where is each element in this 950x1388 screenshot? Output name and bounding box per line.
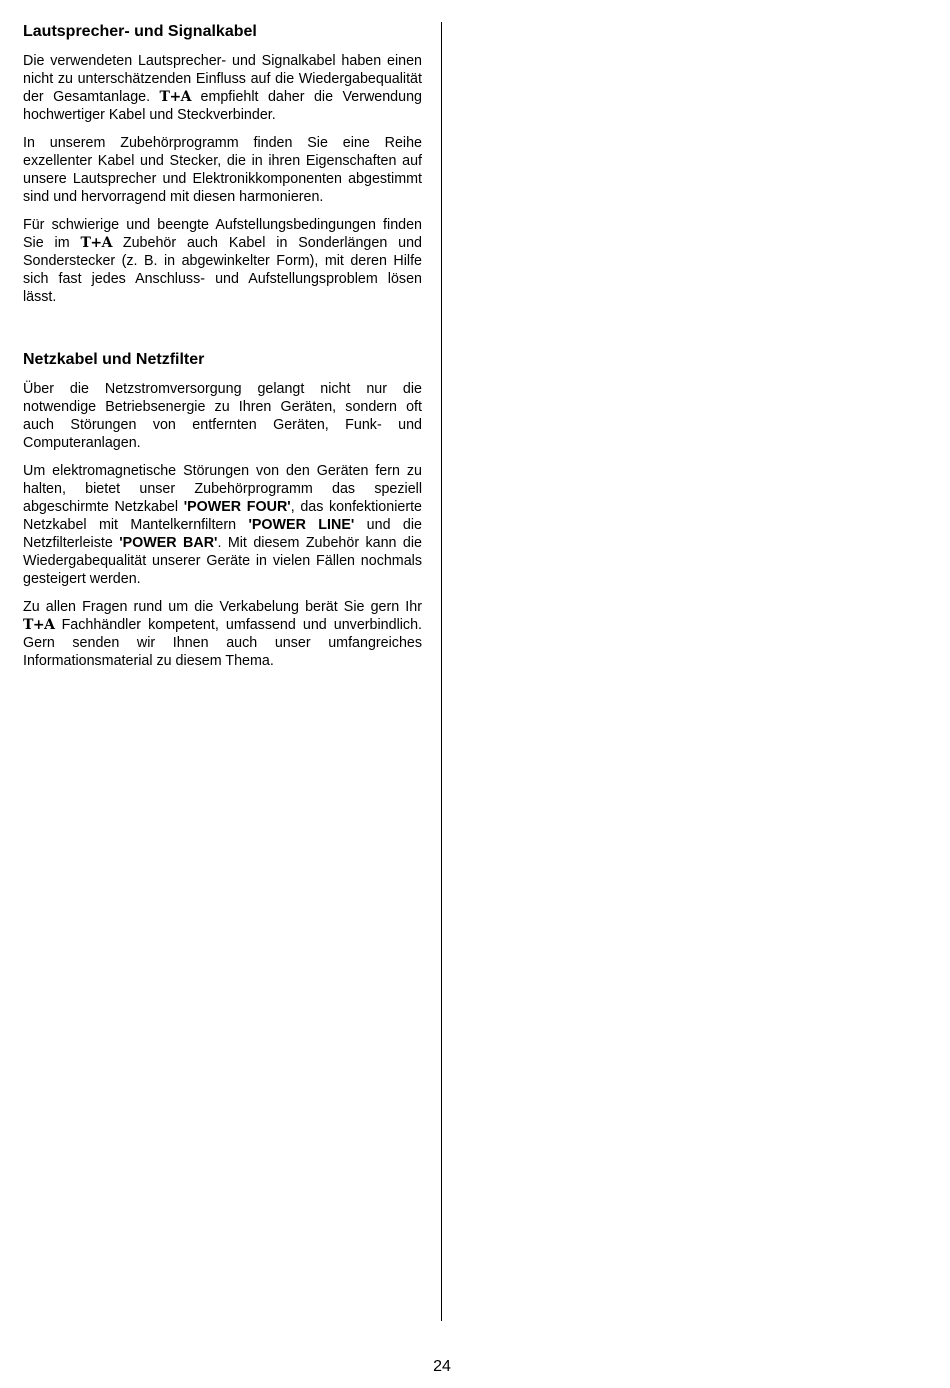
section-speaker-cables bbox=[23, 22, 422, 306]
product-power-four: 'POWER FOUR' bbox=[183, 499, 291, 515]
text: Um elektromagnetische Störungen von den Geräten fern zu halten, bietet unser Zubehörprogramm das speziell abgeschirmte Netzkabel bbox=[23, 463, 422, 515]
paragraph-special-lengths bbox=[23, 216, 422, 306]
paragraph-accessory-program: In unserem Zubehörprogramm finden Sie eine Reihe exzellenter Kabel und Stecker, die in ihren Eigenschaften auf unsere Lautsprecher und Elektronikkomponenten abgestimmt sind und hervorragend mit diesen harmonieren. bbox=[23, 135, 422, 205]
paragraph-cable-influence bbox=[23, 52, 422, 124]
page-number: 24 bbox=[433, 1358, 451, 1375]
brand-logo-text: T+A bbox=[23, 617, 55, 633]
brand-logo-text: T+A bbox=[159, 89, 192, 105]
text: Zu allen Fragen rund um die Verkabelung berät Sie gern Ihr bbox=[23, 599, 422, 615]
text: Fachhändler kompetent, umfassend und unverbindlich. Gern senden wir Ihnen auch unser umfangreiches Informationsmaterial zu diesem Thema. bbox=[23, 617, 422, 669]
text: empfiehlt daher die Verwendung hochwertiger Kabel und Steckverbinder. bbox=[23, 89, 422, 123]
product-power-line: 'POWER LINE' bbox=[248, 517, 355, 533]
text: Für schwierige und beengte Aufstellungsbedingungen finden Sie im bbox=[23, 217, 422, 251]
brand-logo-text: T+A bbox=[80, 235, 112, 251]
section-title-speaker-cables: Lautsprecher- und Signalkabel bbox=[23, 23, 257, 40]
section-power-cables bbox=[23, 350, 422, 670]
column-divider bbox=[441, 22, 442, 1321]
product-power-bar: 'POWER BAR' bbox=[119, 535, 218, 551]
paragraph-mains-supply: Über die Netzstromversorgung gelangt nicht nur die notwendige Betriebsenergie zu Ihren Geräten, sondern oft auch Störungen von entfernten Geräten, Funk- und Computeranlagen. bbox=[23, 381, 422, 451]
text: und die Netzfilterleiste bbox=[23, 517, 422, 551]
text: , das konfektionierte Netzkabel mit Mantelkernfiltern bbox=[23, 499, 423, 533]
text: . Mit diesem Zubehör kann die Wiedergabequalität unserer Geräte in vielen Fällen nochmals gesteigert werden. bbox=[23, 535, 423, 587]
section-title-power-cables: Netzkabel und Netzfilter bbox=[23, 351, 205, 368]
paragraph-power-products bbox=[23, 462, 422, 588]
paragraph-dealer-advice bbox=[23, 598, 422, 670]
text: Die verwendeten Lautsprecher- und Signalkabel haben einen nicht zu unterschätzenden Einfluss auf die Wiedergabequalität der Gesamtanlage. bbox=[23, 53, 422, 105]
left-column bbox=[23, 22, 422, 680]
text: Zubehör auch Kabel in Sonderlängen und Sonderstecker (z. B. in abgewinkelter Form), mit deren Hilfe sich fast jedes Anschluss- und Aufstellungsproblem lösen lässt. bbox=[23, 235, 422, 305]
